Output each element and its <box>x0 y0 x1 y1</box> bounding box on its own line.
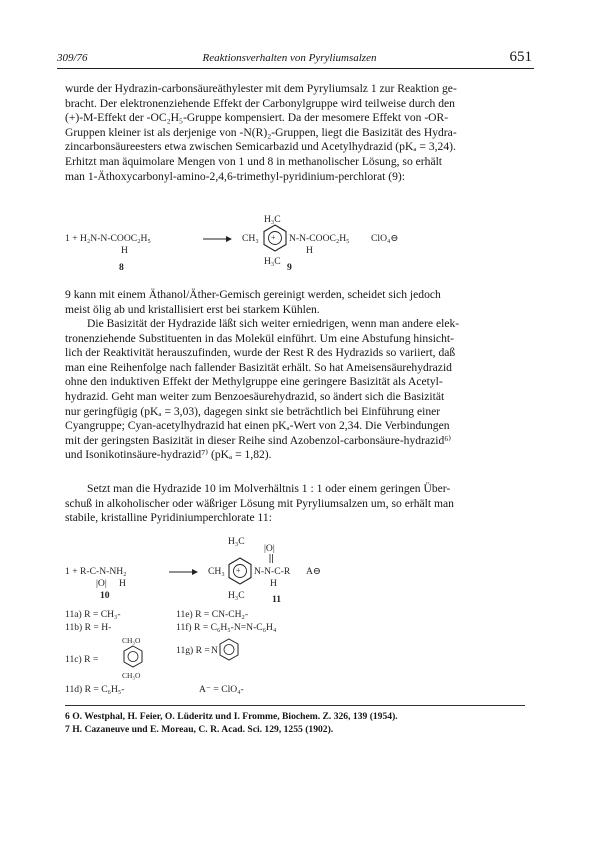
paragraph-4 <box>65 482 527 526</box>
header-journal-ref: 309/76 <box>57 52 88 64</box>
compound-number-11: 11 <box>272 594 282 605</box>
text-line: Setzt man die Hydrazide 10 im Molverhältnis 1 : 1 oder einem geringen Über- <box>87 482 451 495</box>
header-rule <box>57 68 534 69</box>
paragraph-1 <box>65 82 527 184</box>
text-line: stabile, kristalline Pyridiniumperchlorate 11: <box>65 511 272 525</box>
legend-11a: 11a) R = CH₃- <box>65 609 121 620</box>
legend-11e: 11e) R = CN-CH₂- <box>176 609 249 620</box>
legend-11c-methoxy-bottom: CH₃O <box>122 671 141 680</box>
text-line: wurde der Hydrazin-carbonsäureäthylester mit dem Pyryliumsalz 1 zur Reaktion ge- <box>65 82 457 95</box>
text-line: Die Basizität der Hydrazide läßt sich weiter erniedrigen, wenn man andere elek- <box>87 317 460 330</box>
reactant-8: 1 + H₂N-N-COOC₂H₅ <box>65 233 151 244</box>
reactant-10-h: H <box>119 578 126 589</box>
legend-11f: 11f) R = C₆H₅-N=N-C₆H₄ <box>176 622 277 633</box>
footnote-6: 6 O. Westphal, H. Feier, O. Lüderitz und I. Fromme, Biochem. Z. 326, 139 (1954). <box>65 711 398 722</box>
text-line: und Isonikotinsäure-hydrazid⁷⁾ (pKₐ = 1,82). <box>65 448 272 462</box>
pyridyl-ring <box>218 638 240 662</box>
paragraph-2 <box>65 288 527 317</box>
product-9-chain: N-N-COOC₂H₅ <box>289 233 350 244</box>
legend-anion: A⁻ = ClO₄- <box>199 684 244 695</box>
text-line: zincarbonsäureesters etwa zwischen Semicarbazid und Acetylhydrazid (pKₐ = 3,24). <box>65 140 456 154</box>
methyl-bottom-1: H₃C <box>264 256 281 267</box>
methyl-left-1: CH₃ <box>242 233 259 244</box>
legend-11g-nitrogen: N <box>211 645 218 656</box>
reactant-10: 1 + R-C-N-NH₂ <box>65 566 127 577</box>
text-line: tronenziehende Substituenten in das Molekül einführt. Um eine Abstufung hinsicht- <box>65 331 454 345</box>
methyl-bottom-2: H₃C <box>228 590 245 601</box>
footnote-rule <box>65 705 525 706</box>
footnote-7: 7 H. Cazaneuve und E. Moreau, C. R. Acad. Sci. 129, 1255 (1902). <box>65 724 334 735</box>
reaction-arrow-2 <box>168 567 198 577</box>
compound-number-9: 9 <box>287 262 292 273</box>
text-line: bracht. Der elektronenziehende Effekt der Carbonylgruppe wird teilweise durch den <box>65 96 455 110</box>
product-11-chain: N-N-C-R <box>254 566 291 577</box>
text-line: Erhitzt man äquimolare Mengen von 1 und 8 in methanolischer Lösung, so erhält <box>65 154 443 168</box>
text-line: hydrazid. Geht man weiter zum Benzoesäurehydrazid, so ändert sich die Basizität <box>65 389 445 403</box>
carbonyl-oxygen: |O| <box>264 543 275 554</box>
methyl-top-1: H₃C <box>264 214 281 225</box>
legend-11c: 11c) R = <box>65 654 99 665</box>
reactant-8-h: H <box>121 245 128 256</box>
text-line: 9 kann mit einem Äthanol/Äther-Gemisch gereinigt werden, scheidet sich jedoch <box>65 288 441 301</box>
reactant-10-o: |O| <box>96 578 107 589</box>
header-title: Reaktionsverhalten von Pyryliumsalzen <box>202 52 377 64</box>
methyl-left-2: CH₃ <box>208 566 225 577</box>
legend-11g: 11g) R = <box>176 645 210 656</box>
page-number: 651 <box>509 49 532 65</box>
text-line: mit der geringsten Basizität in dieser Reihe sind Azobenzol-carbonsäure-hydrazid⁶⁾ <box>65 433 452 447</box>
legend-11b: 11b) R = H- <box>65 622 112 633</box>
ring-charge-1: + <box>271 233 276 242</box>
product-11-h: H <box>270 578 277 589</box>
text-line: (+)-M-Effekt der -OC₂H₅-Gruppe kompensiert. Da der mesomere Effekt von -OR- <box>65 111 449 125</box>
compound-number-10: 10 <box>100 590 110 601</box>
text-line: Gruppen kleiner ist als derjenige von -N(R)₂-Gruppen, liegt die Basizität des Hydra- <box>65 125 457 139</box>
compound-number-8: 8 <box>119 262 124 273</box>
text-line: meist ölig ab und kristallisiert erst bei starkem Kühlen. <box>65 302 320 316</box>
dimethoxyphenyl-ring <box>122 645 144 669</box>
text-line: lich der Reaktivität herauszufinden, wurde der Rest R des Hydrazids so variiert, daß <box>65 346 456 360</box>
methyl-top-2: H₃C <box>228 536 245 547</box>
text-line: nur geringfügig (pKₐ = 3,03), dagegen sinkt sie beträchtlich bei Einführung einer <box>65 404 441 418</box>
text-line: ohne den induktiven Effekt der Methylgruppe eine geringere Basizität als Acetyl- <box>65 375 443 389</box>
text-line: Cyangruppe; Cyan-acetylhydrazid hat einen pKₐ-Wert von 2,34. Die Verbindungen <box>65 419 450 433</box>
legend-11c-methoxy-top: CH₃O <box>122 636 141 645</box>
anion-1: ClO₄⊖ <box>371 233 399 244</box>
double-bond <box>268 554 274 564</box>
anion-2: A⊖ <box>306 566 321 577</box>
legend-11d: 11d) R = C₆H₅- <box>65 684 125 695</box>
ring-charge-2: + <box>236 566 241 575</box>
text-line: man 1-Äthoxycarbonyl-amino-2,4,6-trimethyl-pyridinium-perchlorat (9): <box>65 169 405 183</box>
product-9-h: H <box>306 245 313 256</box>
text-line: man eine Reihenfolge nach fallender Basizität erhält. So hat Ameisensäurehydrazid <box>65 360 452 374</box>
paragraph-3 <box>65 317 527 463</box>
running-header <box>57 49 532 68</box>
reaction-arrow-1 <box>202 234 232 244</box>
text-line: schuß in alkoholischer oder wäßriger Lösung mit Pyryliumsalzen um, so erhält man <box>65 496 454 510</box>
